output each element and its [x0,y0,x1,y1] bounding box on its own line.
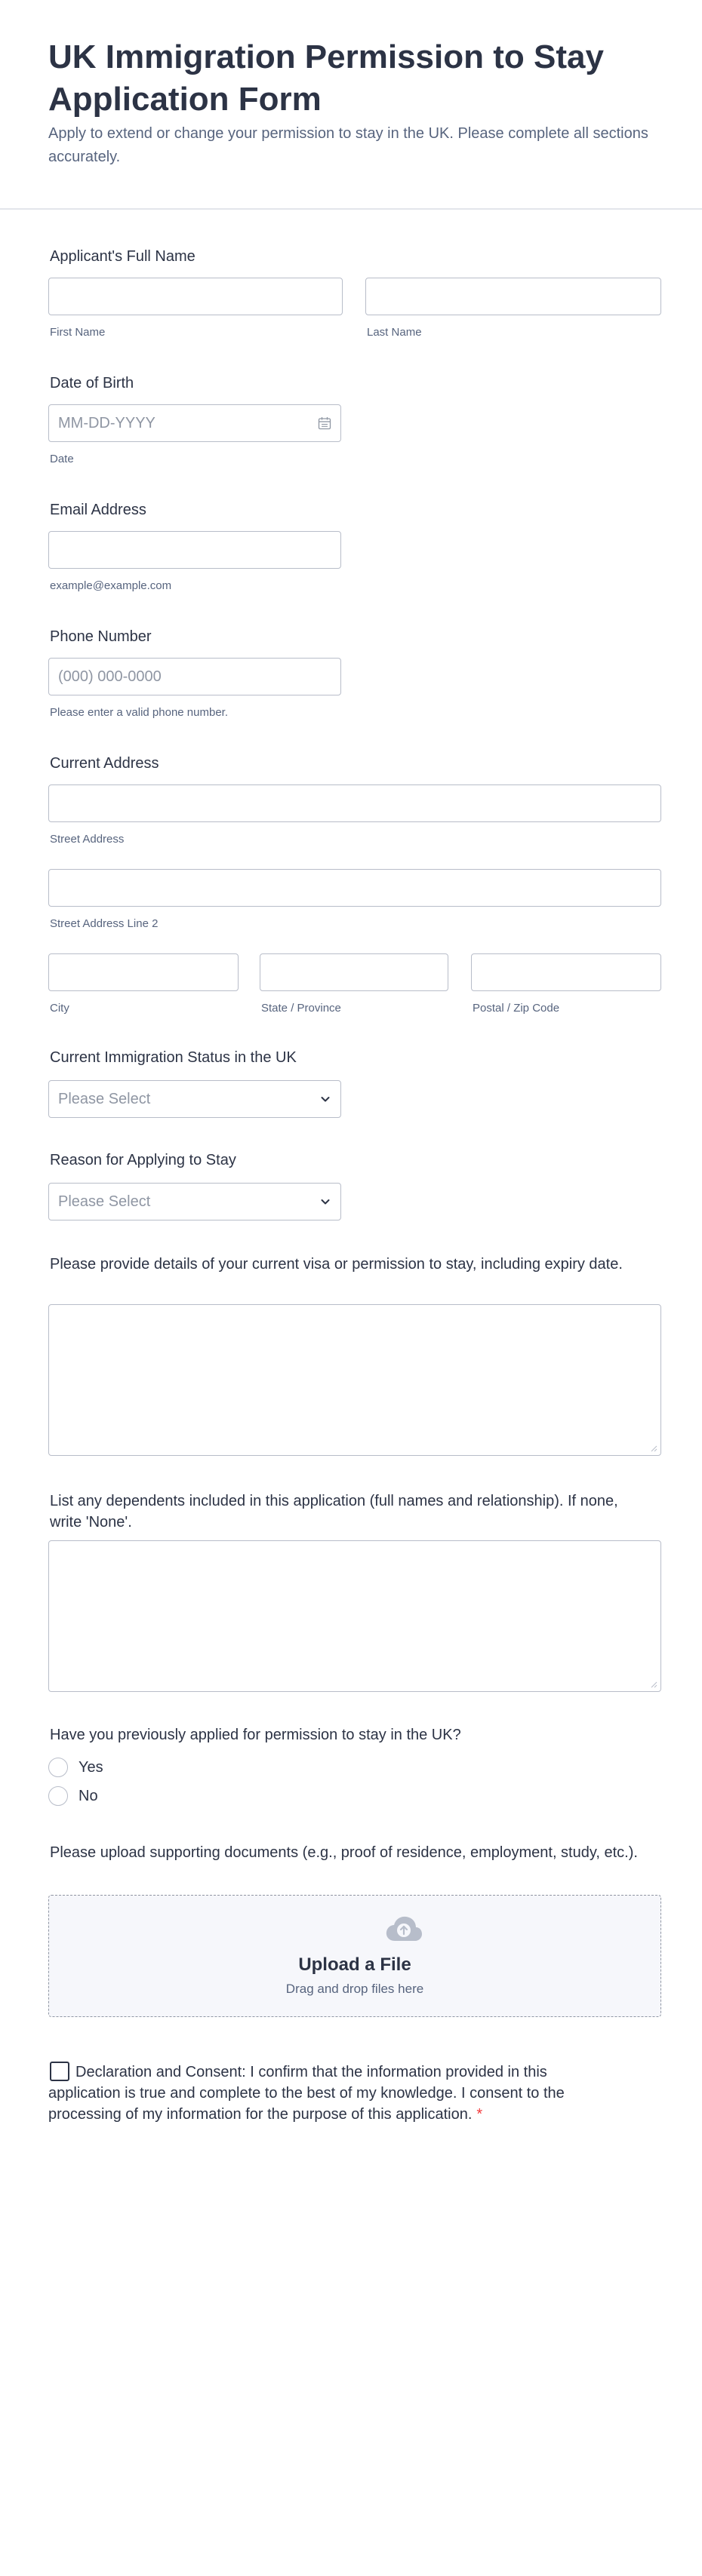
email-label: Email Address [50,502,146,518]
street-address-sublabel: Street Address [50,833,125,846]
street-address-input[interactable] [48,784,661,822]
file-upload-dropzone[interactable] [48,1895,661,2017]
dependents-textarea[interactable] [48,1540,661,1692]
address-label: Current Address [50,755,159,772]
postal-code-sublabel: Postal / Zip Code [473,1002,560,1015]
resize-handle-icon[interactable] [650,1445,657,1452]
last-name-input[interactable] [365,278,661,315]
chevron-down-icon [319,1196,331,1208]
cloud-upload-icon [384,1914,423,1944]
consent-block [48,2062,607,2125]
street-address-line2-sublabel: Street Address Line 2 [50,917,159,930]
form-title: UK Immigration Permission to Stay Application Form [48,38,604,118]
visa-details-textarea[interactable] [48,1304,661,1456]
dob-input[interactable] [48,404,341,442]
phone-input[interactable] [48,658,341,695]
radio-option-no[interactable] [48,1786,98,1806]
radio-option-yes[interactable] [48,1758,103,1777]
form-header [48,36,652,169]
first-name-sublabel: First Name [50,326,106,339]
consent-text: Declaration and Consent: I confirm that the information provided in this application is true and complete to the best of my knowledge. I consent to the processing of my information for the purpose of this application. [48,2064,565,2123]
city-input[interactable] [48,953,239,991]
consent-checkbox[interactable] [50,2062,69,2081]
postal-code-input[interactable] [471,953,661,991]
resize-handle-icon[interactable] [650,1681,657,1688]
state-input[interactable] [260,953,448,991]
phone-label: Phone Number [50,628,152,645]
phone-sublabel: Please enter a valid phone number. [50,706,228,719]
state-sublabel: State / Province [261,1002,341,1015]
dob-placeholder: MM-DD-YYYY [58,415,155,431]
email-input[interactable] [48,531,341,569]
reason-select[interactable] [48,1183,341,1220]
city-sublabel: City [50,1002,69,1015]
reason-label: Reason for Applying to Stay [50,1152,236,1168]
street-address-line2-input[interactable] [48,869,661,907]
dob-sublabel: Date [50,453,74,465]
full-name-label: Applicant's Full Name [50,248,196,265]
upload-label: Please upload supporting documents (e.g., proof of residence, employment, study, etc.). [50,1844,638,1861]
first-name-input[interactable] [48,278,343,315]
required-marker: * [476,2106,483,2123]
previous-application-label: Have you previously applied for permission to stay in the UK? [50,1727,461,1743]
dependents-label: List any dependents included in this application (full names and relationship). If none, write 'None'. [50,1493,618,1531]
visa-details-label: Please provide details of your current visa or permission to stay, including expiry date. [50,1256,623,1273]
immigration-status-placeholder: Please Select [58,1091,151,1107]
last-name-sublabel: Last Name [367,326,422,339]
immigration-status-select[interactable] [48,1080,341,1118]
chevron-down-icon [319,1093,331,1105]
immigration-status-label: Current Immigration Status in the UK [50,1049,297,1066]
reason-placeholder: Please Select [58,1193,151,1210]
upload-title: Upload a File [298,1954,411,1975]
radio-no-label[interactable]: No [79,1787,98,1804]
dob-label: Date of Birth [50,375,134,391]
phone-placeholder: (000) 000-0000 [58,668,162,685]
upload-subtitle: Drag and drop files here [285,1982,424,1996]
header-divider [0,208,702,210]
form-subtitle: Apply to extend or change your permission to stay in the UK. Please complete all sections accurately. [48,125,648,165]
email-sublabel: example@example.com [50,579,172,592]
calendar-icon[interactable] [318,416,331,430]
radio-yes-label[interactable]: Yes [79,1758,103,1776]
radio-yes[interactable] [48,1758,68,1777]
radio-no[interactable] [48,1786,68,1806]
